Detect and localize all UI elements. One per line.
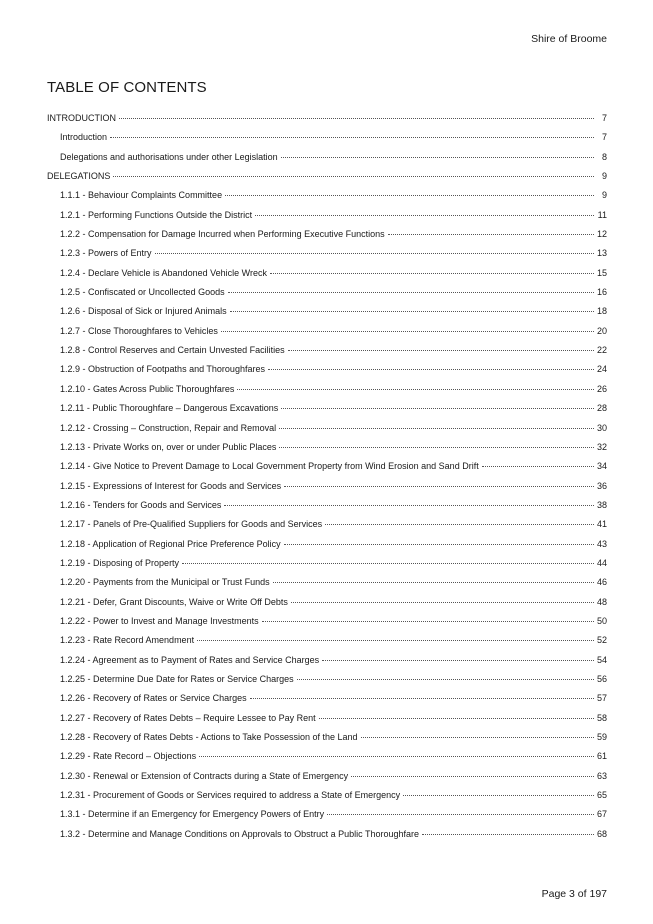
toc-entry-label: 1.2.12 - Crossing – Construction, Repair and Removal <box>60 422 277 433</box>
toc-entry[interactable] <box>47 380 607 399</box>
toc-dot-leader <box>351 776 594 777</box>
toc-entry[interactable] <box>47 225 607 244</box>
toc-entry-label: 1.2.14 - Give Notice to Prevent Damage to Local Government Property from Wind Erosion and Sand Drift <box>60 461 479 472</box>
toc-dot-leader <box>291 602 594 603</box>
toc-entry-page-number: 57 <box>596 693 607 704</box>
toc-dot-leader <box>288 350 594 351</box>
toc-entry-page-number: 54 <box>596 654 607 665</box>
toc-dot-leader <box>327 814 594 815</box>
toc-dot-leader <box>221 331 594 332</box>
toc-entry-label: 1.2.7 - Close Thoroughfares to Vehicles <box>60 325 218 336</box>
toc-entry[interactable] <box>47 283 607 302</box>
toc-entry-label: 1.1.1 - Behaviour Complaints Committee <box>60 190 223 201</box>
toc-entry-label: 1.2.15 - Expressions of Interest for Goods and Services <box>60 480 282 491</box>
toc-dot-leader <box>279 447 594 448</box>
toc-dot-leader <box>197 640 594 641</box>
toc-entry-page-number: 22 <box>596 345 607 356</box>
toc-entry-label: 1.2.26 - Recovery of Rates or Service Charges <box>60 693 247 704</box>
toc-entry[interactable] <box>47 457 607 476</box>
toc-dot-leader <box>250 698 594 699</box>
toc-dot-leader <box>182 563 594 564</box>
toc-entry-page-number: 36 <box>596 480 607 491</box>
toc-entry-page-number: 44 <box>596 557 607 568</box>
toc-entry[interactable] <box>47 515 607 534</box>
toc-dot-leader <box>268 369 594 370</box>
toc-entry-label: 1.2.25 - Determine Due Date for Rates or Service Charges <box>60 673 294 684</box>
toc-dot-leader <box>155 253 594 254</box>
toc-entry-page-number: 61 <box>596 751 607 762</box>
toc-entry-page-number: 11 <box>597 209 607 220</box>
toc-entry-page-number: 7 <box>601 132 607 143</box>
toc-dot-leader <box>230 311 594 312</box>
toc-entry[interactable] <box>47 206 607 225</box>
toc-entry-label: 1.2.20 - Payments from the Municipal or Trust Funds <box>60 577 270 588</box>
toc-entry-label: 1.2.3 - Powers of Entry <box>60 248 152 259</box>
toc-entry-page-number: 34 <box>596 461 607 472</box>
toc-dot-leader <box>199 756 594 757</box>
document-header-organisation: Shire of Broome <box>531 33 607 45</box>
toc-entry-page-number: 15 <box>596 267 607 278</box>
toc-entry-label: Introduction <box>60 132 108 143</box>
toc-entry-label: 1.2.18 - Application of Regional Price Preference Policy <box>60 538 281 549</box>
toc-entry[interactable] <box>47 747 607 766</box>
toc-entry[interactable] <box>47 244 607 263</box>
toc-entry-label: DELEGATIONS <box>47 171 111 182</box>
toc-dot-leader <box>281 408 594 409</box>
toc-entry-label: 1.2.8 - Control Reserves and Certain Unvested Facilities <box>60 345 285 356</box>
toc-entry[interactable] <box>47 786 607 805</box>
toc-entry-label: 1.2.6 - Disposal of Sick or Injured Animals <box>60 306 227 317</box>
toc-entry-page-number: 41 <box>596 519 607 530</box>
toc-entry-label: 1.2.5 - Confiscated or Uncollected Goods <box>60 287 225 298</box>
toc-entry-label: 1.2.28 - Recovery of Rates Debts - Actions to Take Possession of the Land <box>60 732 358 742</box>
toc-entry[interactable] <box>47 477 607 496</box>
toc-entry-label: 1.2.11 - Public Thoroughfare – Dangerous Excavations <box>60 403 279 414</box>
toc-dot-leader <box>482 466 594 467</box>
toc-entry[interactable] <box>47 341 607 360</box>
toc-entry-label: 1.3.2 - Determine and Manage Conditions on Approvals to Obstruct a Public Thoroughfare <box>60 828 420 839</box>
table-of-contents <box>47 109 607 844</box>
toc-entry[interactable] <box>47 612 607 631</box>
toc-entry-page-number: 67 <box>596 809 607 820</box>
toc-entry-page-number: 68 <box>596 828 607 839</box>
toc-entry-page-number: 52 <box>596 635 607 646</box>
toc-entry-page-number: 43 <box>596 538 607 549</box>
toc-entry-label: 1.2.4 - Declare Vehicle is Abandoned Vehicle Wreck <box>60 267 267 278</box>
toc-entry-page-number: 7 <box>601 113 607 123</box>
toc-dot-leader <box>228 292 594 293</box>
toc-entry-label: 1.2.24 - Agreement as to Payment of Rates and Service Charges <box>60 654 320 665</box>
toc-entry-page-number: 63 <box>596 770 607 781</box>
toc-dot-leader <box>281 157 594 158</box>
toc-entry-label: 1.2.31 - Procurement of Goods or Services required to address a State of Emergency <box>60 790 401 801</box>
toc-entry-page-number: 24 <box>596 364 607 375</box>
toc-entry[interactable] <box>47 805 607 824</box>
toc-entry[interactable] <box>47 670 607 689</box>
toc-entry-page-number: 20 <box>596 325 607 336</box>
toc-dot-leader <box>403 795 594 796</box>
toc-entry[interactable] <box>47 419 607 438</box>
toc-entry-page-number: 28 <box>596 403 607 414</box>
toc-entry-label: Delegations and authorisations under other Legislation <box>60 151 278 162</box>
toc-entry-label: 1.3.1 - Determine if an Emergency for Emergency Powers of Entry <box>60 809 325 820</box>
toc-dot-leader <box>297 679 594 680</box>
toc-dot-leader <box>224 505 594 506</box>
toc-dot-leader <box>110 137 594 138</box>
toc-entry-label: INTRODUCTION <box>47 113 116 123</box>
toc-dot-leader <box>388 234 594 235</box>
toc-entry-label: 1.2.22 - Power to Invest and Manage Investments <box>60 615 259 626</box>
toc-dot-leader <box>284 544 594 545</box>
toc-entry[interactable] <box>47 128 607 147</box>
toc-entry-page-number: 12 <box>596 229 607 240</box>
toc-entry-page-number: 50 <box>596 615 607 626</box>
toc-entry-page-number: 56 <box>596 673 607 684</box>
toc-entry-label: 1.2.29 - Rate Record – Objections <box>60 751 197 762</box>
toc-entry[interactable] <box>47 302 607 321</box>
toc-entry[interactable] <box>47 709 607 728</box>
toc-entry-label: 1.2.16 - Tenders for Goods and Services <box>60 499 222 510</box>
toc-dot-leader <box>113 176 594 177</box>
toc-entry-label: 1.2.30 - Renewal or Extension of Contracts during a State of Emergency <box>60 770 349 781</box>
toc-entry-page-number: 59 <box>596 732 607 742</box>
toc-entry[interactable] <box>47 264 607 283</box>
toc-entry-label: 1.2.19 - Disposing of Property <box>60 557 180 568</box>
toc-entry-page-number: 46 <box>596 577 607 588</box>
toc-entry-label: 1.2.13 - Private Works on, over or under Public Places <box>60 441 277 452</box>
toc-entry[interactable] <box>47 631 607 650</box>
toc-entry[interactable] <box>47 148 607 167</box>
toc-entry-page-number: 65 <box>596 790 607 801</box>
toc-dot-leader <box>255 215 594 216</box>
toc-dot-leader <box>284 486 594 487</box>
toc-entry-page-number: 9 <box>601 190 607 201</box>
toc-entry[interactable] <box>47 438 607 457</box>
toc-entry[interactable] <box>47 167 607 186</box>
toc-entry-label: 1.2.9 - Obstruction of Footpaths and Thoroughfares <box>60 364 265 375</box>
toc-entry-page-number: 30 <box>596 422 607 433</box>
page-number-footer: Page 3 of 197 <box>541 888 607 900</box>
toc-dot-leader <box>262 621 594 622</box>
toc-entry-label: 1.2.2 - Compensation for Damage Incurred when Performing Executive Functions <box>60 229 385 240</box>
toc-entry-label: 1.2.23 - Rate Record Amendment <box>60 635 195 646</box>
toc-dot-leader <box>273 582 594 583</box>
toc-entry-label: 1.2.27 - Recovery of Rates Debts – Require Lessee to Pay Rent <box>60 712 316 723</box>
toc-entry[interactable] <box>47 496 607 515</box>
toc-entry[interactable] <box>47 767 607 786</box>
toc-entry-page-number: 32 <box>596 441 607 452</box>
toc-entry[interactable] <box>47 186 607 205</box>
toc-entry-label: 1.2.21 - Defer, Grant Discounts, Waive or Write Off Debts <box>60 596 288 607</box>
toc-entry[interactable] <box>47 109 607 128</box>
toc-entry-page-number: 13 <box>596 248 607 259</box>
toc-dot-leader <box>225 195 594 196</box>
toc-entry[interactable] <box>47 399 607 418</box>
toc-entry[interactable] <box>47 360 607 379</box>
toc-dot-leader <box>237 389 594 390</box>
toc-heading: TABLE OF CONTENTS <box>47 79 207 96</box>
toc-entry-label: 1.2.1 - Performing Functions Outside the District <box>60 209 253 220</box>
toc-dot-leader <box>361 737 594 738</box>
toc-entry[interactable] <box>47 689 607 708</box>
toc-entry-label: 1.2.17 - Panels of Pre-Qualified Suppliers for Goods and Services <box>60 519 323 530</box>
toc-entry-page-number: 58 <box>596 712 607 723</box>
toc-entry-page-number: 26 <box>596 383 607 394</box>
toc-dot-leader <box>270 273 594 274</box>
toc-entry[interactable] <box>47 593 607 612</box>
toc-entry[interactable] <box>47 535 607 554</box>
toc-entry-page-number: 16 <box>596 287 607 298</box>
toc-dot-leader <box>322 660 594 661</box>
toc-dot-leader <box>119 118 594 119</box>
toc-entry[interactable] <box>47 554 607 573</box>
toc-entry-page-number: 9 <box>601 171 607 182</box>
toc-entry[interactable] <box>47 825 607 844</box>
toc-entry[interactable] <box>47 322 607 341</box>
toc-dot-leader <box>319 718 594 719</box>
toc-dot-leader <box>422 834 594 835</box>
toc-entry-page-number: 38 <box>596 499 607 510</box>
toc-dot-leader <box>325 524 594 525</box>
toc-entry-page-number: 48 <box>596 596 607 607</box>
toc-entry-page-number: 18 <box>596 306 607 317</box>
toc-entry-label: 1.2.10 - Gates Across Public Thoroughfares <box>60 383 235 394</box>
toc-entry[interactable] <box>47 573 607 592</box>
toc-entry-page-number: 8 <box>601 151 607 162</box>
toc-entry[interactable] <box>47 651 607 670</box>
toc-dot-leader <box>279 428 594 429</box>
toc-entry[interactable] <box>47 728 607 747</box>
